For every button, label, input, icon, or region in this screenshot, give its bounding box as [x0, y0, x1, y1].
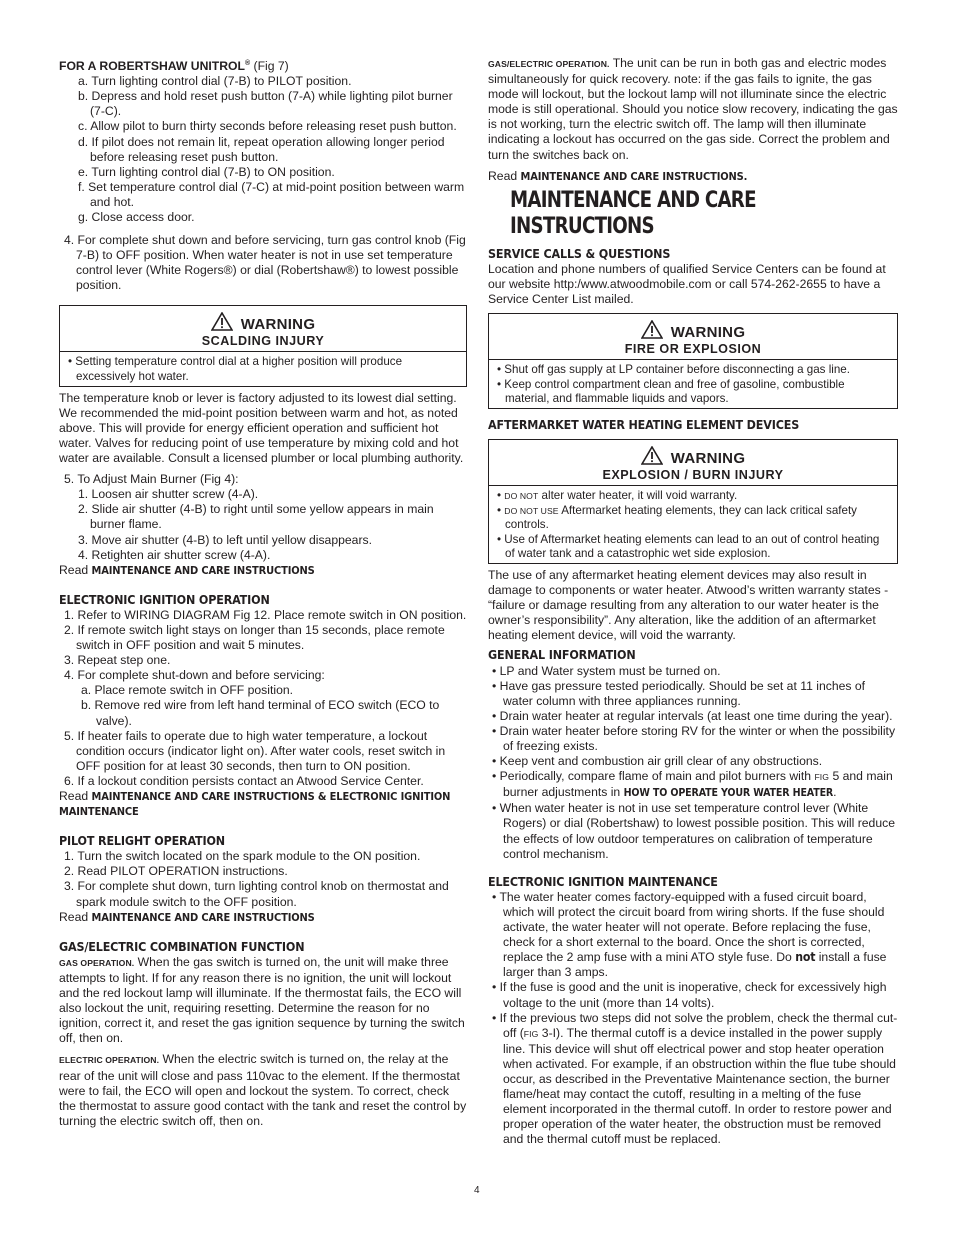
page-title: MAINTENANCE AND CARE INSTRUCTIONS: [510, 187, 756, 239]
eim-item: • If the previous two steps did not solve the problem, check the thermal cut-off (FIG 3-I). The thermal cutoff is a device installed in the power supply line. This device will shut off electrical power and stop heater operation when activated. For example, if an obstruction within the flue tube should occur, as described in the Preventative Maintenance section, the burner flame/heat may contact the cutoff, resulting in a melting of the fuse element incorporated in the thermal cutoff. In order to restore power and proper operation of the water heater, the obstruction must be removed and the thermal cutoff must be replaced.: [492, 1010, 898, 1147]
eio-step-2: 2. If remote switch light stays on longer than 15 seconds, place remote switch in OFF position and wait 5 minutes.: [64, 622, 445, 653]
eio-heading: ELECTRONIC IGNITION OPERATION: [59, 591, 270, 607]
robertshaw-step-d: d. If pilot does not remain lit, repeat operation allowing longer period before releasing reset push button.: [78, 134, 445, 164]
warning-explosion-item: • DO NOT alter water heater, it will void warranty.: [497, 489, 738, 502]
adjust-burner-step-4: 4. Retighten air shutter screw (4-A).: [78, 547, 271, 562]
eio-step-3: 3. Repeat step one.: [64, 653, 171, 668]
eio-step-4a: a. Place remote switch in OFF position.: [81, 683, 294, 698]
aftermarket-heading: AFTERMARKET WATER HEATING ELEMENT DEVICES: [488, 416, 800, 432]
robertshaw-step-b: b. Depress and hold reset push button (7-A) while lighting pilot burner (7-C).: [78, 89, 453, 119]
pilot-step-3: 3. For complete shut down, turn lighting control knob on thermostat and spark module switch to the OFF position.: [64, 879, 449, 909]
warning-fire-subtitle: FIRE OR EXPLOSION: [624, 342, 762, 357]
warning-scalding-title: WARNING: [60, 312, 466, 334]
temperature-paragraph: The temperature knob or lever is factory adjusted to its lowest dial setting. We recommended the mid-point position between warm and hot, as noted above. This will provide for energy efficient operation and sufficient hot water. Valves for reducing point of use temperature by mixing cold and hot water are available. Consult a licensed plumber or local plumbing authority.: [59, 390, 464, 466]
read-reference: Read MAINTENANCE AND CARE INSTRUCTIONS: [59, 562, 315, 577]
eim-heading: ELECTRONIC IGNITION MAINTENANCE: [488, 873, 718, 889]
gas-electric-operation-paragraph: GAS/ELECTRIC OPERATION. The unit can be run in both gas and electric modes simultaneously for quick recovery. note: if the gas fails to ignite, the gas mode will lockout, but the lockout lamp will not illuminate since the electric mode is still operational. Should you notice slow recovery, indicating the gas is not working, turn the electric switch off. The lamp will then illuminate indicating a lockout has occurred on the gas side. Correct the problem and turn the switches back on.: [488, 56, 898, 162]
eio-step-5: 5. If heater fails to operate due to high water temperature, a lockout condition occurs (indicator light on). After water cools, reset switch in OFF position for at least 30 seconds, then turn to ON position.: [64, 728, 446, 773]
general-item: • When water heater is not in use set temperature control lever (White Rogers) or dial (Robertshaw) to lowest possible position. This will reduce the effects of low outdoor temperatures on calibration of temperature control mechanism.: [492, 801, 895, 861]
general-item: • LP and Water system must be turned on.: [492, 663, 721, 678]
general-heading: GENERAL INFORMATION: [488, 647, 636, 663]
warning-scalding-subtitle: SCALDING INJURY: [201, 334, 325, 349]
robertshaw-step-e: e. Turn lighting control dial (7-B) to ON position.: [78, 164, 335, 179]
robertshaw-heading: FOR A ROBERTSHAW UNITROL® (Fig 7): [59, 59, 289, 74]
pilot-heading: PILOT RELIGHT OPERATION: [59, 833, 225, 849]
right-column: [488, 56, 898, 1147]
pilot-step-1: 1. Turn the switch located on the spark module to the ON position.: [64, 849, 421, 864]
robertshaw-step-a: a. Turn lighting control dial (7-B) to PILOT position.: [78, 74, 352, 89]
adjust-burner-step-2: 2. Slide air shutter (4-B) to right until some yellow appears in main burner flame.: [78, 502, 434, 532]
eio-step-4b: b. Remove red wire from left hand terminal of ECO switch (ECO to valve).: [81, 698, 440, 728]
warning-triangle-icon: [641, 320, 663, 339]
warning-scalding-item: • Setting temperature control dial at a higher position will produce excessively hot water.: [68, 355, 403, 384]
eim-item: • If the fuse is good and the unit is inoperative, check for excessively high voltage to the unit (more than 14 volts).: [492, 980, 887, 1010]
gas-operation-paragraph: GAS OPERATION. When the gas switch is turned on, the unit will make three attempts to light. If for any reason there is no ignition, the unit will lockout and the red lockout lamp will illuminate. If the thermostat fails, the ECO will also lockout the unit, requiring resetting. Determine the reason for no ignition, correct it, and reset the gas ignition sequence by turning the switch off, then on.: [59, 954, 465, 1046]
adjust-burner-step-1: 1. Loosen air shutter screw (4-A).: [78, 487, 259, 502]
warning-explosion-item: • DO NOT USE Aftermarket heating elements, they can lack critical safety controls.: [497, 503, 857, 532]
robertshaw-step-g: g. Close access door.: [78, 210, 195, 224]
electric-operation-paragraph: ELECTRIC OPERATION. When the electric switch is turned on, the relay at the rear of the unit will close and pass 110vac to the element. If the thermostat were to fail, the ECO will open and lockout the system. To correct, check the thermostat to assure good contact with the tank and reset the control by turning the electric switch off, then on.: [59, 1052, 467, 1128]
service-paragraph: Location and phone numbers of qualified Service Centers can be found at our website http:/www.atwoodmobile.com or call 574-262-2655 to have a Service Center List mailed.: [488, 261, 886, 307]
warning-triangle-icon: [641, 446, 663, 465]
robertshaw-step-c: c. Allow pilot to burn thirty seconds before releasing reset push button.: [78, 119, 457, 134]
adjust-burner-title: 5. To Adjust Main Burner (Fig 4):: [64, 472, 239, 487]
warning-fire-title: WARNING: [489, 320, 897, 342]
general-item: • Periodically, compare flame of main and pilot burners with FIG 5 and main burner adjustments in HOW TO OPERATE YOUR WATER HEATER.: [492, 769, 893, 800]
shutdown-step-4: 4. For complete shut down and before servicing, turn gas control knob (Fig 7-B) to OFF position. When water heater is not in use set temperature control lever (White Rogers®) or dial (Robertshaw®) to lowest possible position.: [64, 233, 466, 293]
warning-explosion-subtitle: EXPLOSION / BURN INJURY: [602, 468, 784, 482]
eio-step-1: 1. Refer to WIRING DIAGRAM Fig 12. Place remote switch in ON position.: [64, 607, 467, 622]
warning-fire-item: • Keep control compartment clean and free of gasoline, combustible material, and flammable liquids and vapors.: [497, 377, 845, 406]
eio-step-4: 4. For complete shut-down and before servicing:: [64, 668, 325, 683]
pilot-step-2: 2. Read PILOT OPERATION instructions.: [64, 864, 288, 879]
warning-triangle-icon: [211, 312, 233, 331]
page-number: 4: [474, 1185, 480, 1196]
eio-read-reference: Read MAINTENANCE AND CARE INSTRUCTIONS & ELECTRONIC IGNITION MAINTENANCE: [59, 789, 451, 819]
warning-explosion-box: [488, 439, 898, 564]
service-heading: SERVICE CALLS & QUESTIONS: [488, 245, 671, 261]
warning-fire-item: • Shut off gas supply at LP container before disconnecting a gas line.: [497, 363, 850, 377]
robertshaw-step-f: f. Set temperature control dial (7-C) at mid-point position between warm and hot.: [78, 179, 465, 209]
warning-explosion-title: WARNING: [489, 446, 897, 468]
general-item: • Keep vent and combustion air grill clear of any obstructions.: [492, 754, 823, 769]
general-item: • Drain water heater at regular intervals (at least one time during the year).: [492, 708, 893, 723]
warning-explosion-item: • Use of Aftermarket heating elements can lead to an out of control heating of water tank and a catastrophic wet side explosion.: [497, 532, 880, 561]
eim-item: • The water heater comes factory-equipped with a fused circuit board, which will protect the circuit board from wiring shorts. If the fuse should activate, the water heater will not operate. Before replacing the fuse, check for a short external to the board. Once the short is corrected, replace the 2 amp fuse with a mini ATO style fuse. Do not install a fuse larger than 3 amps.: [492, 889, 887, 980]
aftermarket-paragraph: The use of any aftermarket heating element devices may also result in damage to components or water heater. Atwood’s written warranty states - “failure or damage resulting from any alteration to our water heater is the owner’s responsibility”. Any alteration, like the addition of an aftermarket heating element device, will void the warranty.: [488, 567, 889, 643]
combo-heading: GAS/ELECTRIC COMBINATION FUNCTION: [59, 938, 305, 954]
adjust-burner-step-3: 3. Move air shutter (4-B) to left until yellow disappears.: [78, 532, 372, 547]
general-item: • Drain water heater before storing RV for the winter or when the possibility of freezing exists.: [492, 723, 896, 753]
warning-scalding-box: [59, 305, 467, 386]
left-column: [59, 56, 467, 1129]
warning-fire-box: [488, 313, 898, 409]
pilot-read-reference: Read MAINTENANCE AND CARE INSTRUCTIONS: [59, 909, 315, 924]
eio-step-6: 6. If a lockout condition persists contact an Atwood Service Center.: [64, 773, 424, 788]
general-item: • Have gas pressure tested periodically. Should be set at 11 inches of water column with three appliances running.: [492, 678, 866, 708]
gaselec-read-reference: Read MAINTENANCE AND CARE INSTRUCTIONS.: [488, 168, 748, 183]
